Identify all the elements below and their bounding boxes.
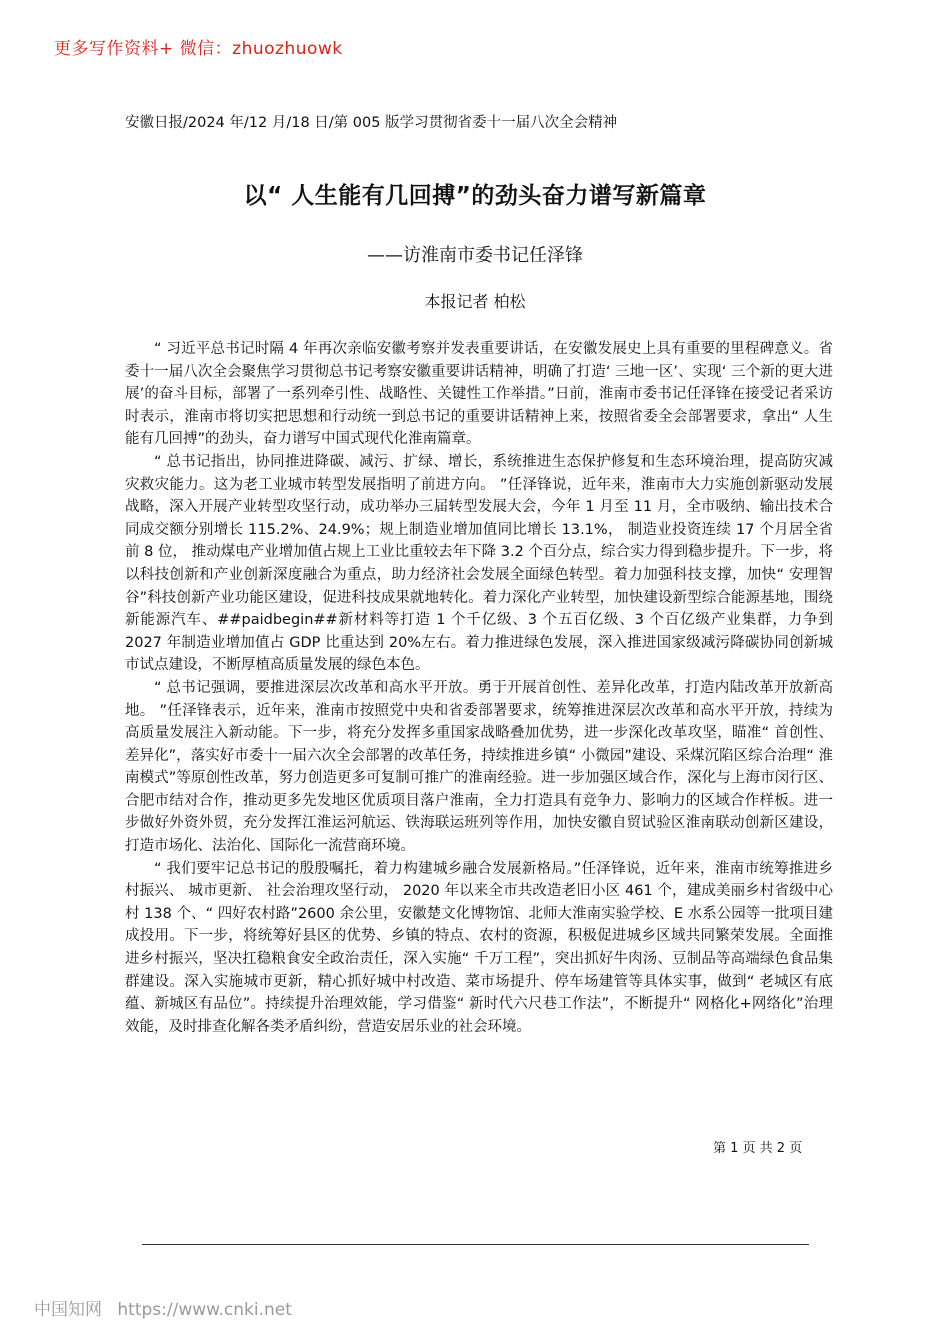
page-number: 第 1 页 共 2 页	[713, 1141, 803, 1156]
byline: 本报记者 柏松	[424, 292, 526, 311]
site-name: 中国知网	[34, 1300, 102, 1320]
footer-divider	[142, 1244, 809, 1245]
article-subtitle: ——访淮南市委书记任泽锋	[367, 245, 583, 266]
promo-banner: 更多写作资料+ 微信：zhuozhuowk	[54, 39, 343, 59]
watermark-footer	[34, 1295, 302, 1320]
paragraph: “ 总书记指出，协同推进降碳、减污、扩绿、增长，系统推进生态保护修复和生态环境治理，提高防灾减灾救灾能力。这为老工业城市转型发展指明了前进方向。 ”任泽锋说，近年来，淮南市大力实施创新驱动发展战略，深入开展产业转型攻坚行动，成功举办三届转型发展大会，今年 1 月至 11 月，全市吸纳、输出技术合同成交额分别增长 115.2%、24.9%；规上制造业增加值同比增长 13.1%， 制造业投资连续 17 个月居全省前 8 位， 推动煤电产业增加值占规上工业比重较去年下降 3.2 个百分点，综合实力得到稳步提升。下一步，将以科技创新和产业创新深度融合为重点，助力经济社会发展全面绿色转型。着力加强科技支撑，加快“ 安理智谷”科技创新产业功能区建设，促进科技成果就地转化。着力深化产业转型，加快建设新型综合能源基地，围绕新能源汽车、##paidbegin##新材料等打造 1 个千亿级、3 个五百亿级、3 个百亿级产业集群，力争到 2027 年制造业增加值占 GDP 比重达到 20%左右。着力推进绿色发展，深入推进国家级减污降碳协同创新城市试点建设，不断厚植高质量发展的绿色本色。	[125, 453, 833, 674]
article-body	[125, 338, 833, 1038]
paragraph: “ 总书记强调，要推进深层次改革和高水平开放。勇于开展首创性、差异化改革，打造内陆改革开放新高地。 ”任泽锋表示，近年来，淮南市按照党中央和省委部署要求，统筹推进深层次改革和高水平开放，持续为高质量发展注入新动能。下一步，将充分发挥多重国家战略叠加优势，进一步深化改革攻坚，瞄准“ 首创性、差异化”，落实好市委十一届六次全会部署的改革任务，持续推进乡镇“ 小微园”建设、采煤沉陷区综合治理“ 淮南模式”等原创性改革，努力创造更多可复制可推广的淮南经验。进一步加强区域合作，深化与上海市闵行区、合肥市结对合作，推动更多先发地区优质项目落户淮南，全力打造具有竞争力、影响力的区域合作样板。进一步做好外资外贸，充分发挥江淮运河航运、铁海联运班列等作用，加快安徽自贸试验区淮南联动创新区建设，打造市场化、法治化、国际化一流营商环境。	[125, 679, 833, 855]
paragraph: “ 我们要牢记总书记的殷殷嘱托，着力构建城乡融合发展新格局。”任泽锋说，近年来，淮南市统筹推进乡村振兴、 城市更新、 社会治理攻坚行动， 2020 年以来全市共改造老旧小区 461 个，建成美丽乡村省级中心村 138 个、“ 四好农村路”2600 余公里，安徽楚文化博物馆、北师大淮南实验学校、E 水系公园等一批项目建成投用。下一步，将统筹好县区的优势、乡镇的特点、农村的资源，积极促进城乡区域共同繁荣发展。全面推进乡村振兴，坚决扛稳粮食安全政治责任，深入实施“ 千万工程”，突出抓好牛肉汤、豆制品等高端绿色食品集群建设。深入实施城市更新，精心抓好城中村改造、菜市场提升、停车场建管等具体实事，做到“ 老城区有底蕴、新城区有品位”。持续提升治理效能，学习借鉴“ 新时代六尺巷工作法”，不断提升“ 网格化+网络化”治理效能，及时排查化解各类矛盾纠纷，营造安居乐业的社会环境。	[125, 860, 833, 1035]
paragraph: “ 习近平总书记时隔 4 年再次亲临安徽考察并发表重要讲话，在安徽发展史上具有重要的里程碑意义。省委十一届八次全会聚焦学习贯彻总书记考察安徽重要讲话精神，明确了打造‘ 三地一区’、实现‘ 三个新的更大进展’的奋斗目标，部署了一系列牵引性、战略性、关键性工作举措。”日前，淮南市委书记任泽锋在接受记者采访时表示，淮南市将切实把思想和行动统一到总书记的重要讲话精神上来，按照省委全会部署要求，拿出“ 人生能有几回搏”的劲头，奋力谱写中国式现代化淮南篇章。	[125, 341, 833, 448]
source-line: 安徽日报/2024 年/12 月/18 日/第 005 版学习贯彻省委十一届八次全会精神	[125, 115, 618, 131]
article-title: 以“ 人生能有几回搏”的劲头奋力谱写新篇章	[243, 183, 707, 209]
site-url: https://www.cnki.net	[117, 1300, 292, 1320]
